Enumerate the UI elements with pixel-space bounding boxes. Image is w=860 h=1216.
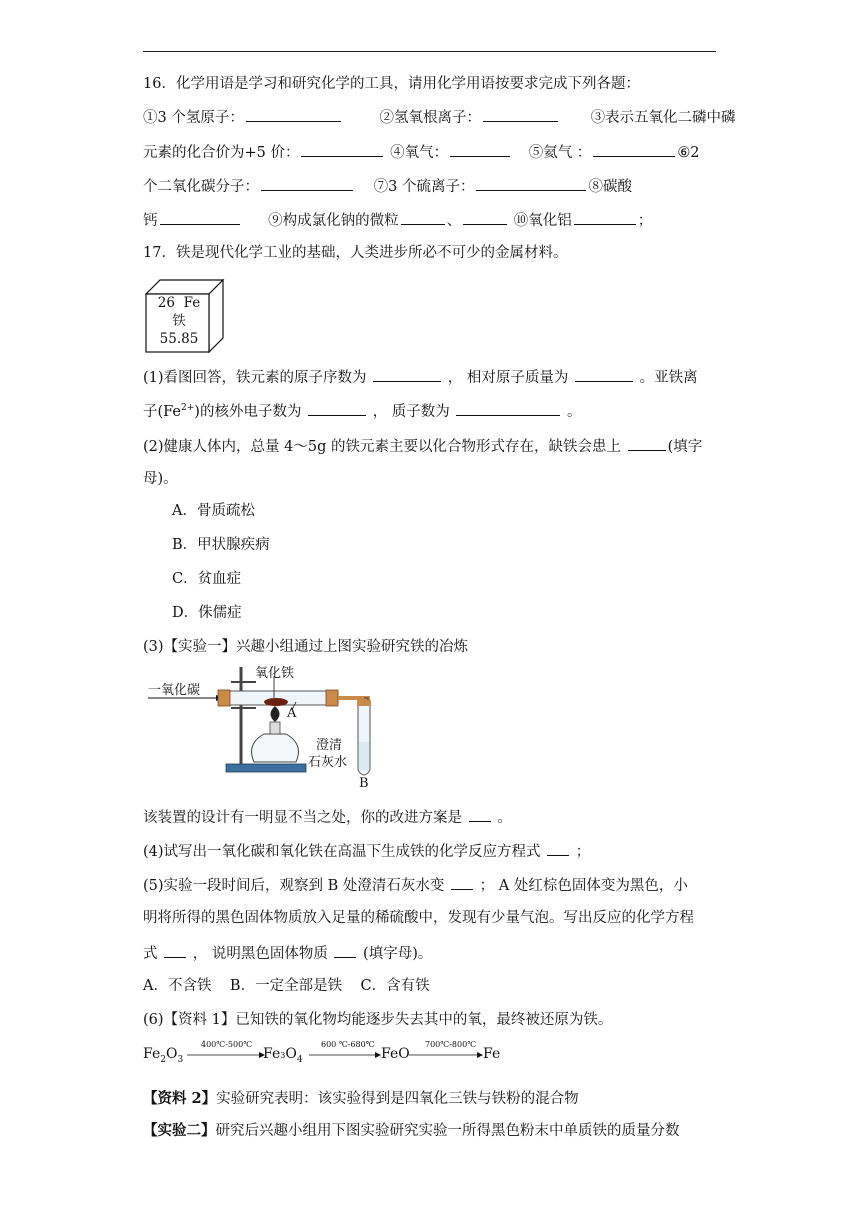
- q17-part5-line2: 明将所得的黑色固体物质放入足量的稀硫酸中，发现有少量气泡。写出反应的化学方程: [143, 910, 694, 926]
- q17-experiment2: 【实验二】研究后兴趣小组用下图实验研究实验一所得黑色粉末中单质铁的质量分数: [143, 1122, 680, 1139]
- q17-part2-line2: 母)。: [143, 471, 178, 487]
- q17-stem: 17．铁是现代化学工业的基础，人类进步所必不可少的金属材料。: [143, 245, 568, 261]
- q17-part4: (4)试写出一氧化碳和氧化铁在高温下生成铁的化学反应方程式 ；: [143, 840, 723, 862]
- answer-blank[interactable]: [593, 141, 675, 157]
- fe2o3-label: 氧化铁: [255, 666, 295, 681]
- q16-line4: 个二氧化碳分子： ⑦3 个硫离子： ⑧碳酸: [143, 175, 723, 197]
- q17-part6-info1: (6)【资料 1】已知铁的氧化物均能逐步失去其中的氧，最终被还原为铁。: [143, 1012, 613, 1028]
- experiment-apparatus-figure: [146, 662, 396, 792]
- answer-blank[interactable]: [246, 106, 341, 122]
- answer-blank[interactable]: [261, 175, 353, 191]
- answer-blank[interactable]: [463, 209, 507, 225]
- element-name: 铁: [172, 313, 186, 329]
- atomic-mass: 55.85: [159, 331, 199, 347]
- q16-line5: 钙 ⑨构成氯化钠的微粒 、 ⑩氧化铝 ；: [143, 209, 723, 231]
- formula-fe: Fe: [483, 1046, 501, 1062]
- option-b[interactable]: B．甲状腺疾病: [172, 537, 270, 553]
- q16-line2: ①3 个氢原子： ②氢氧根离子： ③表示五氧化二磷中磷: [143, 106, 723, 128]
- option-a[interactable]: A．骨质疏松: [172, 503, 255, 519]
- answer-blank[interactable]: [401, 209, 445, 225]
- atomic-number: 26: [157, 295, 175, 311]
- answer-blank[interactable]: [308, 400, 366, 416]
- formula-feo: FeO: [381, 1046, 410, 1062]
- option-d[interactable]: D．侏儒症: [172, 605, 242, 621]
- q17-part5-options: A．不含铁 B．一定全部是铁 C．含有铁: [143, 978, 430, 994]
- answer-blank[interactable]: [451, 874, 473, 890]
- formula-fe3o4: $Fe3O_4$: [263, 1046, 303, 1065]
- q17-part3-stem: (3)【实验一】兴趣小组通过上图实验研究铁的冶炼: [143, 639, 469, 655]
- answer-blank[interactable]: [483, 106, 558, 122]
- option-c[interactable]: C．贫血症: [172, 571, 242, 587]
- answer-blank[interactable]: [547, 840, 569, 856]
- answer-blank[interactable]: [476, 175, 586, 191]
- answer-blank[interactable]: [469, 806, 491, 822]
- answer-blank[interactable]: [574, 209, 636, 225]
- answer-blank[interactable]: [164, 942, 186, 958]
- q17-part5-line1: (5)实验一段时间后，观察到 B 处澄清石灰水变 ； A 处红棕色固体变为黑色，小: [143, 874, 723, 896]
- q16-line3: 元素的化合价为+5 价： ④氧气： ⑤氦气 ： ⑥2: [143, 141, 723, 163]
- answer-blank[interactable]: [334, 942, 356, 958]
- answer-blank[interactable]: [575, 366, 633, 382]
- co-label: 一氧化碳: [148, 683, 201, 698]
- header-rule: [143, 51, 716, 52]
- answer-blank[interactable]: [450, 141, 510, 157]
- condition-3: 700℃-800℃: [425, 1040, 477, 1049]
- q17-info2: 【资料 2】实验研究表明：该实验得到是四氧化三铁与铁粉的混合物: [143, 1090, 579, 1107]
- element-cell-iron: [145, 279, 225, 353]
- formula-fe2o3: $Fe_2O_3$: [143, 1046, 184, 1065]
- q17-part2-line1: (2)健康人体内，总量 4～5g 的铁元素主要以化合物形式存在，缺铁会患上 (填字: [143, 435, 723, 457]
- point-b-label: B: [359, 776, 369, 791]
- reduction-chain: [143, 1040, 563, 1070]
- point-a-label: A: [287, 706, 297, 721]
- limewater-label-2: 石灰水: [308, 755, 348, 770]
- answer-blank[interactable]: [456, 400, 560, 416]
- element-symbol: Fe: [183, 295, 201, 311]
- q16-stem: 16．化学用语是学习和研究化学的工具，请用化学用语按要求完成下列各题：: [143, 76, 640, 92]
- condition-2: 600 ℃-680℃: [321, 1040, 375, 1049]
- q17-part1-line2: 子$(Fe^{2+})$的核外电子数为 ， 质子数为 。: [143, 400, 723, 422]
- q17-part3-question: 该装置的设计有一明显不当之处，你的改进方案是 。: [143, 806, 723, 828]
- condition-1: 400℃-500℃: [201, 1040, 253, 1049]
- answer-blank[interactable]: [373, 366, 441, 382]
- answer-blank[interactable]: [301, 141, 383, 157]
- q17-part5-line3: 式 ， 说明黑色固体物质 (填字母)。: [143, 942, 723, 964]
- q17-part1-line1: (1)看图回答，铁元素的原子序数为 ， 相对原子质量为 。亚铁离: [143, 366, 723, 388]
- answer-blank[interactable]: [628, 435, 666, 451]
- answer-blank[interactable]: [160, 209, 240, 225]
- limewater-label: 澄清: [316, 738, 343, 753]
